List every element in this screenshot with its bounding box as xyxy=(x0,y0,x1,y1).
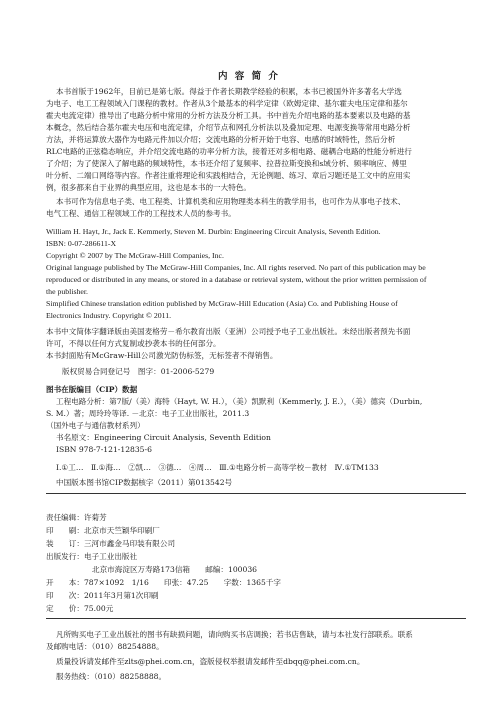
credit-binder xyxy=(46,539,175,549)
footer-line: 凡所购买电子工业出版社的图书有缺损问题，请向购买书店调换；若书店售缺，请与本社发行部联系。联系 xyxy=(56,630,413,639)
credit-label: 开 本： xyxy=(46,578,84,587)
credit-printer xyxy=(46,526,160,536)
original-citation xyxy=(46,227,381,236)
intro-line: 本概念，然后结合基尔霍夫电压和电流定律，介绍节点和网孔分析法以及叠加定理、电源变换等常用电路分析 xyxy=(46,123,411,132)
credit-value: 75.00元 xyxy=(83,604,114,613)
rights-line: 本书封面贴有McGraw-Hill公司激光防伪标签，无标签者不得销售。 xyxy=(46,351,278,360)
original-rights-line: reproduced or distributed in any means, or stored in a database or retrieval system, without the prior written permission of xyxy=(46,275,427,284)
cip-heading: 图书在版编目（CIP）数据 xyxy=(46,385,138,394)
audience-line: 本书可作为信息电子类、电工程类、计算机类和应用物理类本科生的教学用书，也可作为从事电子技术、 xyxy=(56,197,406,206)
credit-label: 定 价： xyxy=(46,604,84,613)
intro-line: 为电子、电工工程领域入门课程的教材。作者从3个最基本的科学定律（欧姆定律、基尔霍夫电压定律和基尔 xyxy=(46,99,408,108)
intro-line: RLC电路的正弦稳态响应，并介绍交流电路的功率分析方法，接着还对多相电路、磁耦合电路的性能分析进行 xyxy=(46,147,412,156)
intro-line: 方法，并将运算放大器作为电路元件加以介绍；交流电路的分析开始于电容、电感的时域特性，然后分析 xyxy=(46,135,396,144)
credit-label: 装 订： xyxy=(46,539,84,548)
credit-label: 印 刷： xyxy=(46,526,84,535)
cip-line: S. M.）著；周玲玲等译. －北京：电子工业出版社，2011.3 xyxy=(46,409,250,418)
rights-line: 本书中文简体字翻译版由美国麦格劳－希尔教育出版（亚洲）公司授予电子工业出版社。未经出版者预先书面 xyxy=(46,327,411,336)
credit-value: 北京市天竺颖华印刷厂 xyxy=(83,526,160,535)
intro-line: 例，很多都来自于业界的典型应用，这也是本书的一大特色。 xyxy=(46,183,252,192)
credit-publisher xyxy=(46,552,137,562)
cip-line: （国外电子与通信教材系列） xyxy=(46,421,145,430)
credit-value: 许菊芳 xyxy=(83,513,107,522)
intro-line: 本书首版于1962年，目前已是第七版。得益于作者长期教学经验的积累，本书已被国外许多著名大学选 xyxy=(56,87,402,96)
credit-value: 787×1092 1/16 印张：47.25 字数：1365千字 xyxy=(83,578,281,587)
contract-number: 版权贸易合同登记号 图字：01-2006-5279 xyxy=(62,367,215,376)
credit-price xyxy=(46,604,113,614)
original-rights-line: the publisher. xyxy=(46,287,89,296)
original-rights-line: Original language published by The McGraw-Hill Companies, Inc. All rights reserved. No part of this publication may be xyxy=(46,263,426,272)
divider xyxy=(46,493,466,494)
footer-hotline: 服务热线：（010）88258888。 xyxy=(56,672,167,681)
credit-value: 三河市鑫金马印装有限公司 xyxy=(83,539,176,548)
intro-line: 叶分析、二端口网络等内容。作者注重将理论和实践相结合，无论例题、练习、章后习题还是工文中的应用实 xyxy=(46,171,411,180)
translation-notice: Electronics Industry. Copyright © 2011. xyxy=(46,311,172,320)
credit-address: 北京市海淀区万寿路173信箱 邮编：100036 xyxy=(92,565,257,574)
credit-printing xyxy=(46,591,159,601)
credit-editor xyxy=(46,513,107,523)
credit-label: 出版发行： xyxy=(46,552,84,561)
original-isbn: ISBN: 0-07-286611-X xyxy=(46,239,117,248)
credit-label: 责任编辑： xyxy=(46,513,84,522)
original-copyright: Copyright © 2007 by The McGraw-Hill Companies, Inc. xyxy=(46,251,224,260)
translation-notice: Simplified Chinese translation edition published by McGraw-Hill Education (Asia) Co. and Publishing House of xyxy=(46,299,398,308)
cip-line: 工程电路分析：第7版/（美）海特（Hayt, W. H.），（美）凯默利（Kemmerly, J. E.），（美）德宾（Durbin, xyxy=(56,397,423,406)
cip-line: 书名原文：Engineering Circuit Analysis, Seventh Edition xyxy=(56,433,271,442)
cip-classification: Ⅰ.①工… Ⅱ.①海… ②凯… ③德… ④周… Ⅲ.①电路分析－高等学校－教材 Ⅳ.①TM133 xyxy=(56,463,379,472)
credit-format xyxy=(46,578,281,588)
intro-line: 霍夫电流定律）推导出了电路分析中常用的分析方法及分析工具。书中首先介绍电路的基本要素以及电路的基 xyxy=(46,111,411,120)
rights-line: 许可，不得以任何方式复制或抄袭本书的任何部分。 xyxy=(46,339,221,348)
original-citation-text: William H. Hayt, Jr., Jack E. Kemmerly, Steven M. Durbin: Engineering Circuit Analysis, Seventh Edition. xyxy=(46,227,381,236)
intro-title: 内 容 简 介 xyxy=(218,71,280,82)
credit-value: 2011年3月第1次印刷 xyxy=(83,591,159,600)
footer-email-line: 质量投诉请发邮件至zlts@phei.com.cn，盗版侵权举报请发邮件至dbqq@phei.com.cn。 xyxy=(56,657,365,666)
cip-isbn: ISBN 978-7-121-12835-6 xyxy=(56,445,152,454)
credit-label: 印 次： xyxy=(46,591,84,600)
audience-line: 电气工程、通信工程领域工作的工程技术人员的参考书。 xyxy=(46,209,236,218)
divider xyxy=(46,618,466,619)
intro-line: 了介绍；为了使深入了解电路的频域特性，本书还介绍了复频率、拉普拉斯变换和s域分析、频率响应、傅里 xyxy=(46,159,407,168)
footer-line: 及邮购电话：（010）88254888。 xyxy=(46,642,164,651)
credit-value: 电子工业出版社 xyxy=(83,552,138,561)
cip-record-number: 中国版本图书馆CIP数据核字（2011）第013542号 xyxy=(56,478,233,487)
